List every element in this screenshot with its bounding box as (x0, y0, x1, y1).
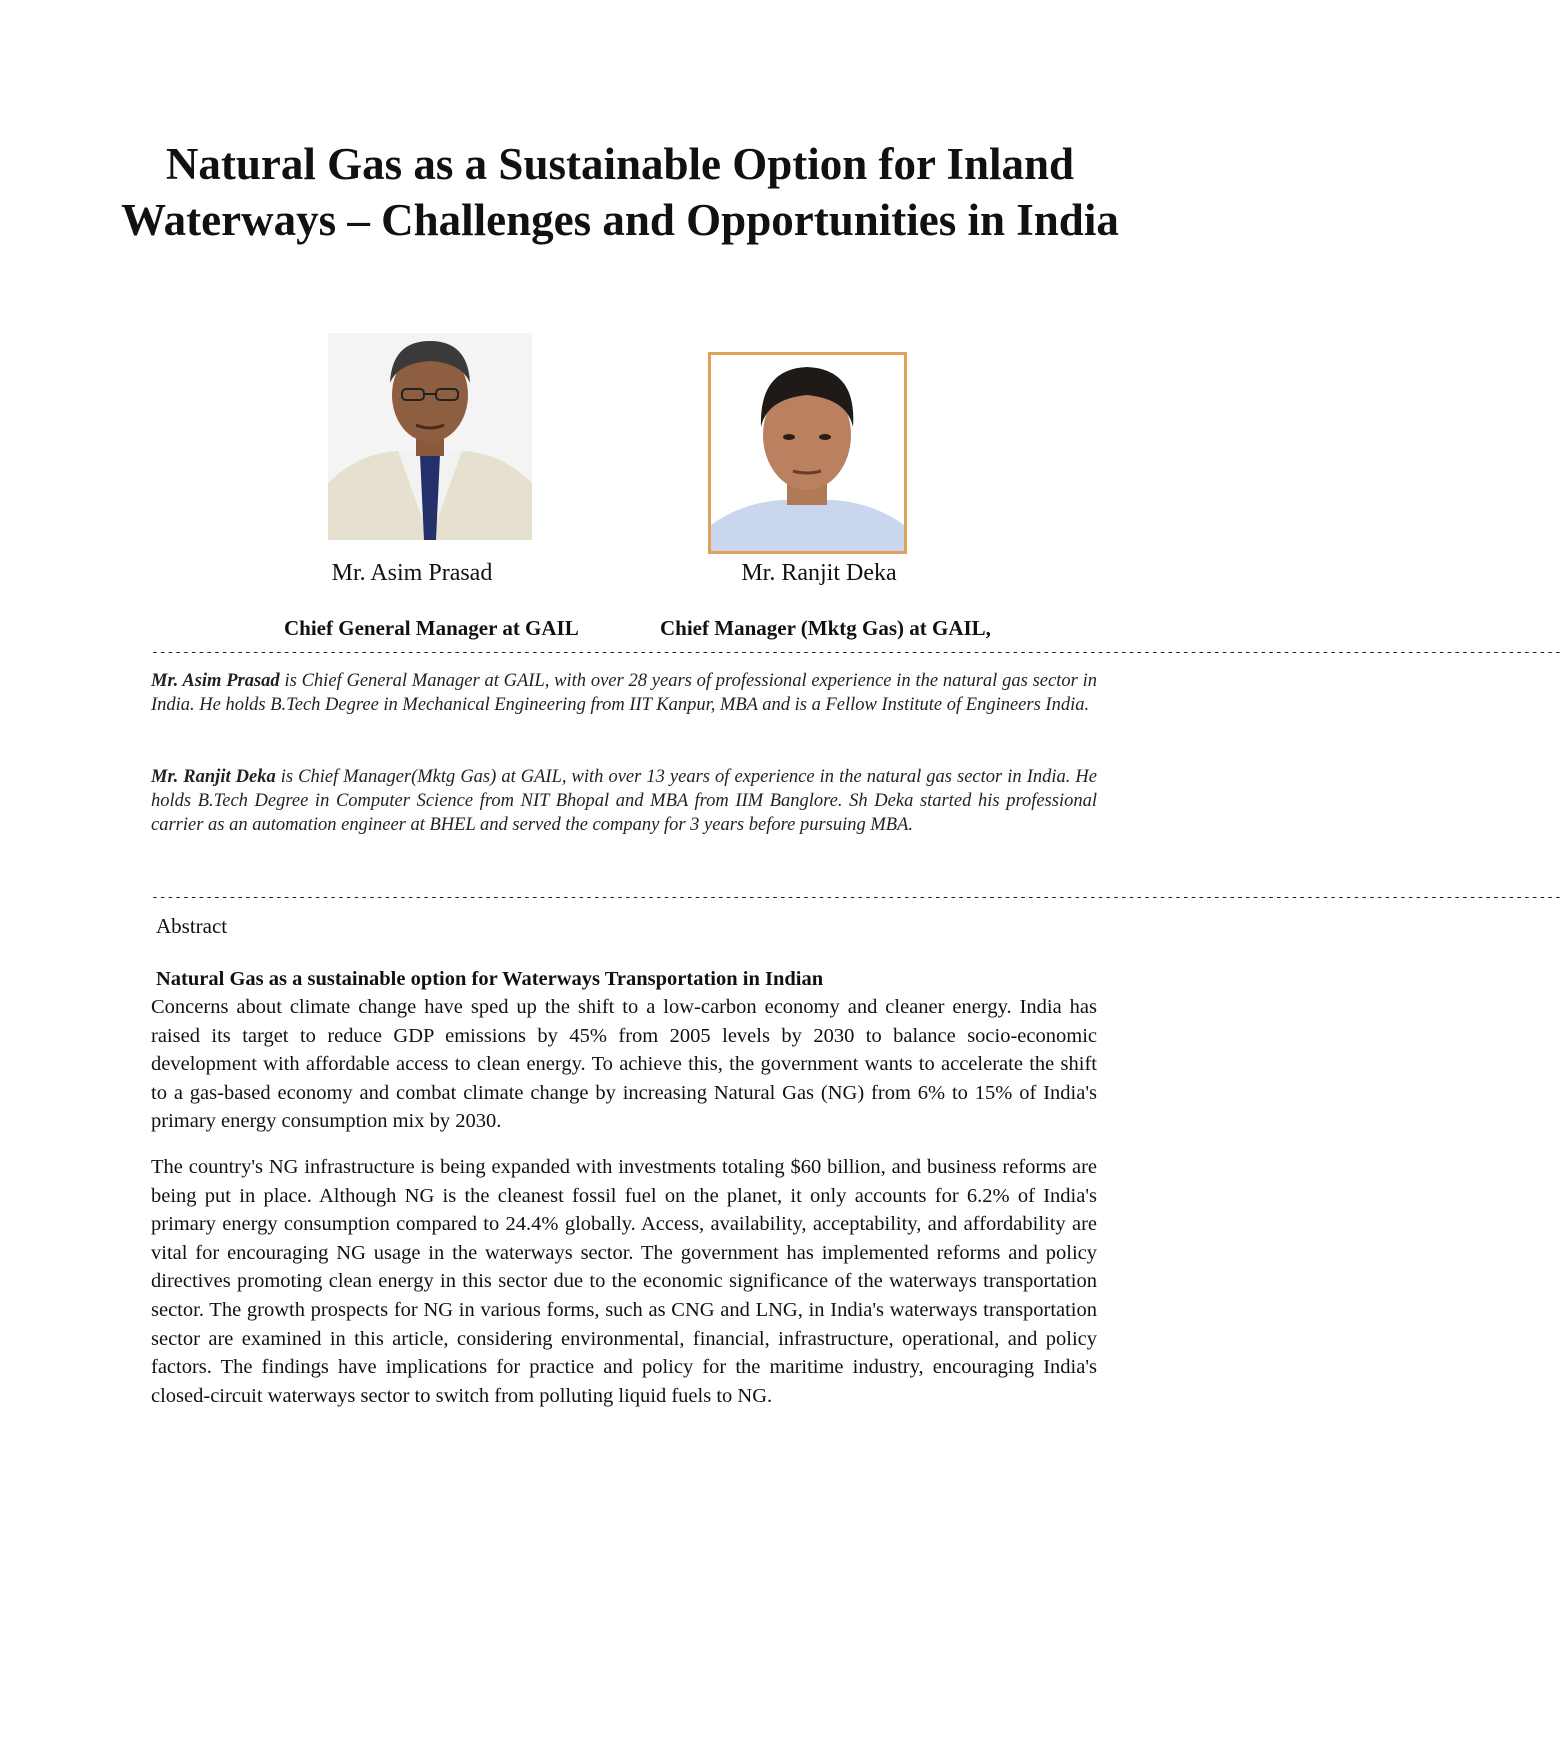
bio-text: is Chief Manager(Mktg Gas) at GAIL, with over 13 years of experience in the natural gas sector in India. He holds B.Tech Degree in Computer Science from NIT Bhopal and MBA from IIM Banglore. Sh Deka started his professional carrier as an automation engineer at BHEL and served the company for 3 years before pursuing MBA. (151, 767, 1097, 835)
document-title: Natural Gas as a Sustainable Option for Inland Waterways – Challenges and Opportunities in India (121, 139, 1119, 245)
abstract-paragraph-2: The country's NG infrastructure is being expanded with investments totaling $60 billion, and business reforms are being put in place. Although NG is the cleanest fossil fuel on the planet, it only accounts for 6.2% of India's primary energy consumption compared to 24.4% globally. Access, availability, acceptability, and affordability are vital for encouraging NG usage in the waterways sector. The government has implemented reforms and policy directives promoting clean energy in this sector due to the economic significance of the waterways transportation sector. The growth prospects for NG in various forms, such as CNG and LNG, in India's waterways transportation sector are examined in this article, considering environmental, financial, infrastructure, operational, and policy factors. The findings have implications for practice and policy for the maritime industry, encouraging India's closed-circuit waterways sector to switch from polluting liquid fuels to NG. (151, 1156, 1097, 1407)
portrait-icon (711, 355, 904, 551)
bio-text: is Chief General Manager at GAIL, with over 28 years of professional experience in the natural gas sector in India. He holds B.Tech Degree in Mechanical Engineering from IIT Kanpur, MBA and is a Fellow Institute of Engineers India. (151, 671, 1097, 715)
portrait-icon (328, 333, 532, 540)
author-bio-1 (151, 669, 1097, 717)
author-bio-2 (151, 765, 1097, 837)
dashed-divider: -------------------------------------------------------------------------------------------------------------------------------------------------------------------------------------- (151, 890, 1562, 905)
author-photo-asim-prasad (328, 333, 532, 540)
dashed-divider: -------------------------------------------------------------------------------------------------------------------------------------------------------------------------------------- (151, 645, 1562, 660)
abstract-subheading: Natural Gas as a sustainable option for Waterways Transportation in Indian (156, 968, 824, 990)
author-name-2: Mr. Ranjit Deka (741, 560, 897, 586)
abstract-paragraph-1: Concerns about climate change have sped up the shift to a low-carbon economy and cleaner energy. India has raised its target to reduce GDP emissions by 45% from 2005 levels by 2030 to balance socio-economic development with affordable access to clean energy. To achieve this, the government wants to accelerate the shift to a gas-based economy and combat climate change by increasing Natural Gas (NG) from 6% to 15% of India's primary energy consumption mix by 2030. (151, 996, 1097, 1133)
author-role-2: Chief Manager (Mktg Gas) at GAIL, (660, 616, 991, 640)
author-name-1: Mr. Asim Prasad (331, 560, 493, 586)
author-role-1: Chief General Manager at GAIL (284, 616, 579, 640)
bio-author-name: Mr. Asim Prasad (151, 671, 280, 691)
abstract-heading: Abstract (156, 914, 228, 938)
author-photo-ranjit-deka (708, 352, 907, 554)
bio-author-name: Mr. Ranjit Deka (151, 767, 276, 787)
